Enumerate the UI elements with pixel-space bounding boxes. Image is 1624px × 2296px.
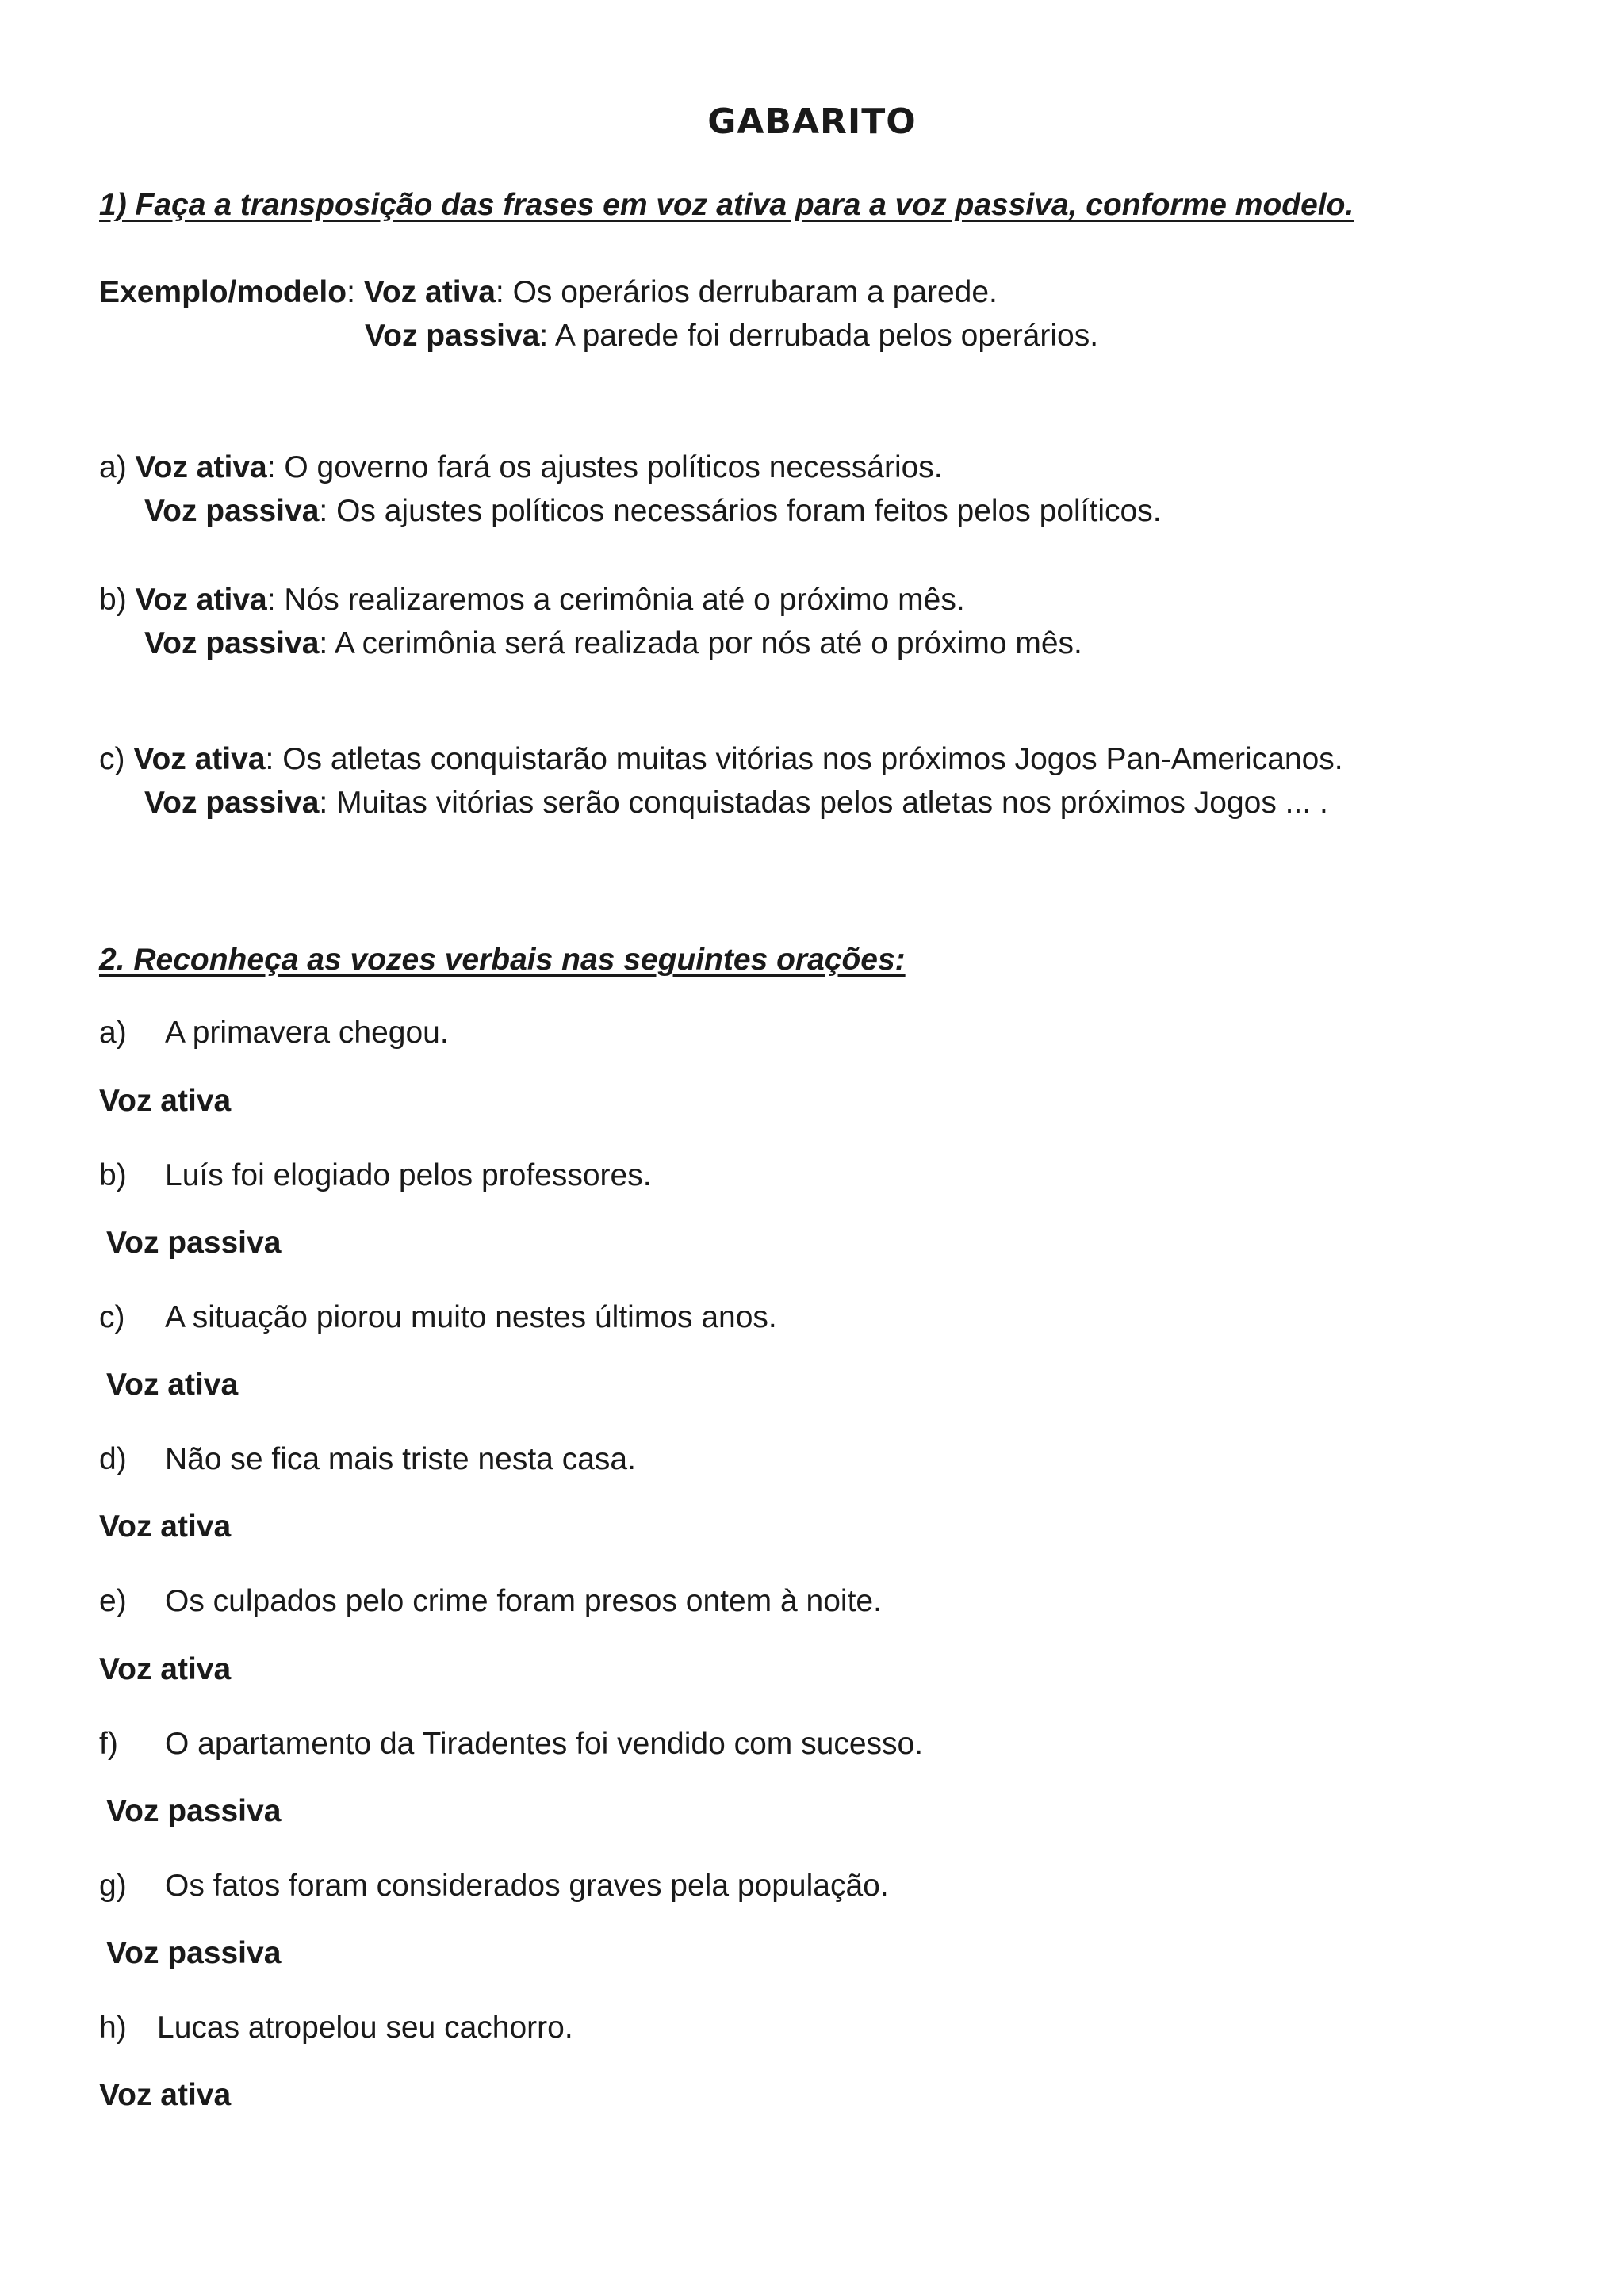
q1-item-b-active: b) Voz ativa: Nós realizaremos a cerimônia até o próximo mês. xyxy=(99,583,965,617)
example-passive-text: A parede foi derrubada pelos operários. xyxy=(554,319,1099,353)
q2-sentence: Os fatos foram considerados graves pela população. xyxy=(165,1869,889,1903)
example-active-line: Exemplo/modelo: Voz ativa: Os operários derrubaram a parede. xyxy=(99,275,998,309)
passive-label: Voz passiva xyxy=(144,494,320,528)
q2-answer-b: Voz passiva xyxy=(106,1226,282,1260)
q2-item-letter: d) xyxy=(99,1442,127,1476)
q2-item-letter: a) xyxy=(99,1016,127,1050)
active-label: Voz ativa xyxy=(133,742,266,776)
question-2-heading: 2. Reconheça as vozes verbais nas seguintes orações: xyxy=(99,943,906,977)
q2-item-e xyxy=(99,1583,882,1621)
q2-sentence: Lucas atropelou seu cachorro. xyxy=(157,2011,573,2045)
q2-item-letter: h) xyxy=(99,2011,127,2045)
active-text: O governo fará os ajustes políticos necessários. xyxy=(284,450,943,484)
example-label: Exemplo/modelo xyxy=(99,275,347,309)
q2-item-g xyxy=(99,1868,889,1905)
q2-item-letter: b) xyxy=(99,1158,127,1192)
q2-answer-h: Voz ativa xyxy=(99,2078,232,2112)
active-label: Voz ativa xyxy=(135,583,267,617)
q1-item-b-passive: Voz passiva: A cerimônia será realizada por nós até o próximo mês. xyxy=(144,626,1082,660)
q1-item-a-active: a) Voz ativa: O governo fará os ajustes políticos necessários. xyxy=(99,450,943,484)
q2-answer-f: Voz passiva xyxy=(106,1794,282,1828)
example-active-label: Voz ativa xyxy=(363,275,496,309)
q2-item-d xyxy=(99,1441,636,1479)
passive-text: Muitas vitórias serão conquistadas pelos atletas nos próximos Jogos ... . xyxy=(336,786,1328,820)
q2-item-a xyxy=(99,1015,449,1052)
active-label: Voz ativa xyxy=(135,450,267,484)
q1-item-letter: a) xyxy=(99,450,127,484)
q2-sentence: Não se fica mais triste nesta casa. xyxy=(165,1442,636,1476)
q1-item-c-active: c) Voz ativa: Os atletas conquistarão muitas vitórias nos próximos Jogos Pan-Americanos. xyxy=(99,742,1343,776)
passive-label: Voz passiva xyxy=(144,786,320,820)
q2-item-h xyxy=(99,2010,573,2047)
q1-item-c-passive: Voz passiva: Muitas vitórias serão conquistadas pelos atletas nos próximos Jogos ... . xyxy=(144,786,1328,820)
q2-answer-a: Voz ativa xyxy=(99,1084,232,1118)
q2-item-letter: g) xyxy=(99,1869,127,1903)
q2-sentence: Luís foi elogiado pelos professores. xyxy=(165,1158,652,1192)
q2-answer-g: Voz passiva xyxy=(106,1936,282,1970)
q2-item-letter: c) xyxy=(99,1300,125,1334)
page-title: GABARITO xyxy=(707,101,917,142)
q2-sentence: A situação piorou muito nestes últimos anos. xyxy=(165,1300,777,1334)
passive-label: Voz passiva xyxy=(144,626,320,660)
passive-text: Os ajustes políticos necessários foram feitos pelos políticos. xyxy=(336,494,1162,528)
passive-text: A cerimônia será realizada por nós até o próximo mês. xyxy=(334,626,1082,660)
q2-sentence: A primavera chegou. xyxy=(165,1016,449,1050)
q2-sentence: O apartamento da Tiradentes foi vendido com sucesso. xyxy=(165,1727,924,1761)
q2-answer-e: Voz ativa xyxy=(99,1652,232,1686)
q2-sentence: Os culpados pelo crime foram presos ontem à noite. xyxy=(165,1584,882,1618)
q2-answer-d: Voz ativa xyxy=(99,1510,232,1544)
q1-item-letter: c) xyxy=(99,742,125,776)
example-active-text: Os operários derrubaram a parede. xyxy=(512,275,998,309)
example-passive-line: Voz passiva: A parede foi derrubada pelos operários. xyxy=(365,319,1099,353)
question-1-heading: 1) Faça a transposição das frases em voz ativa para a voz passiva, conforme modelo. xyxy=(99,188,1354,222)
q2-item-b xyxy=(99,1158,652,1195)
q1-item-a-passive: Voz passiva: Os ajustes políticos necessários foram feitos pelos políticos. xyxy=(144,494,1162,528)
example-passive-label: Voz passiva xyxy=(365,319,540,353)
q2-item-letter: f) xyxy=(99,1727,118,1761)
q2-answer-c: Voz ativa xyxy=(106,1368,239,1402)
q2-item-f xyxy=(99,1726,923,1763)
active-text: Nós realizaremos a cerimônia até o próximo mês. xyxy=(284,583,965,617)
q2-item-c xyxy=(99,1299,777,1337)
q1-item-letter: b) xyxy=(99,583,127,617)
active-text: Os atletas conquistarão muitas vitórias nos próximos Jogos Pan-Americanos. xyxy=(282,742,1343,776)
q2-item-letter: e) xyxy=(99,1584,127,1618)
